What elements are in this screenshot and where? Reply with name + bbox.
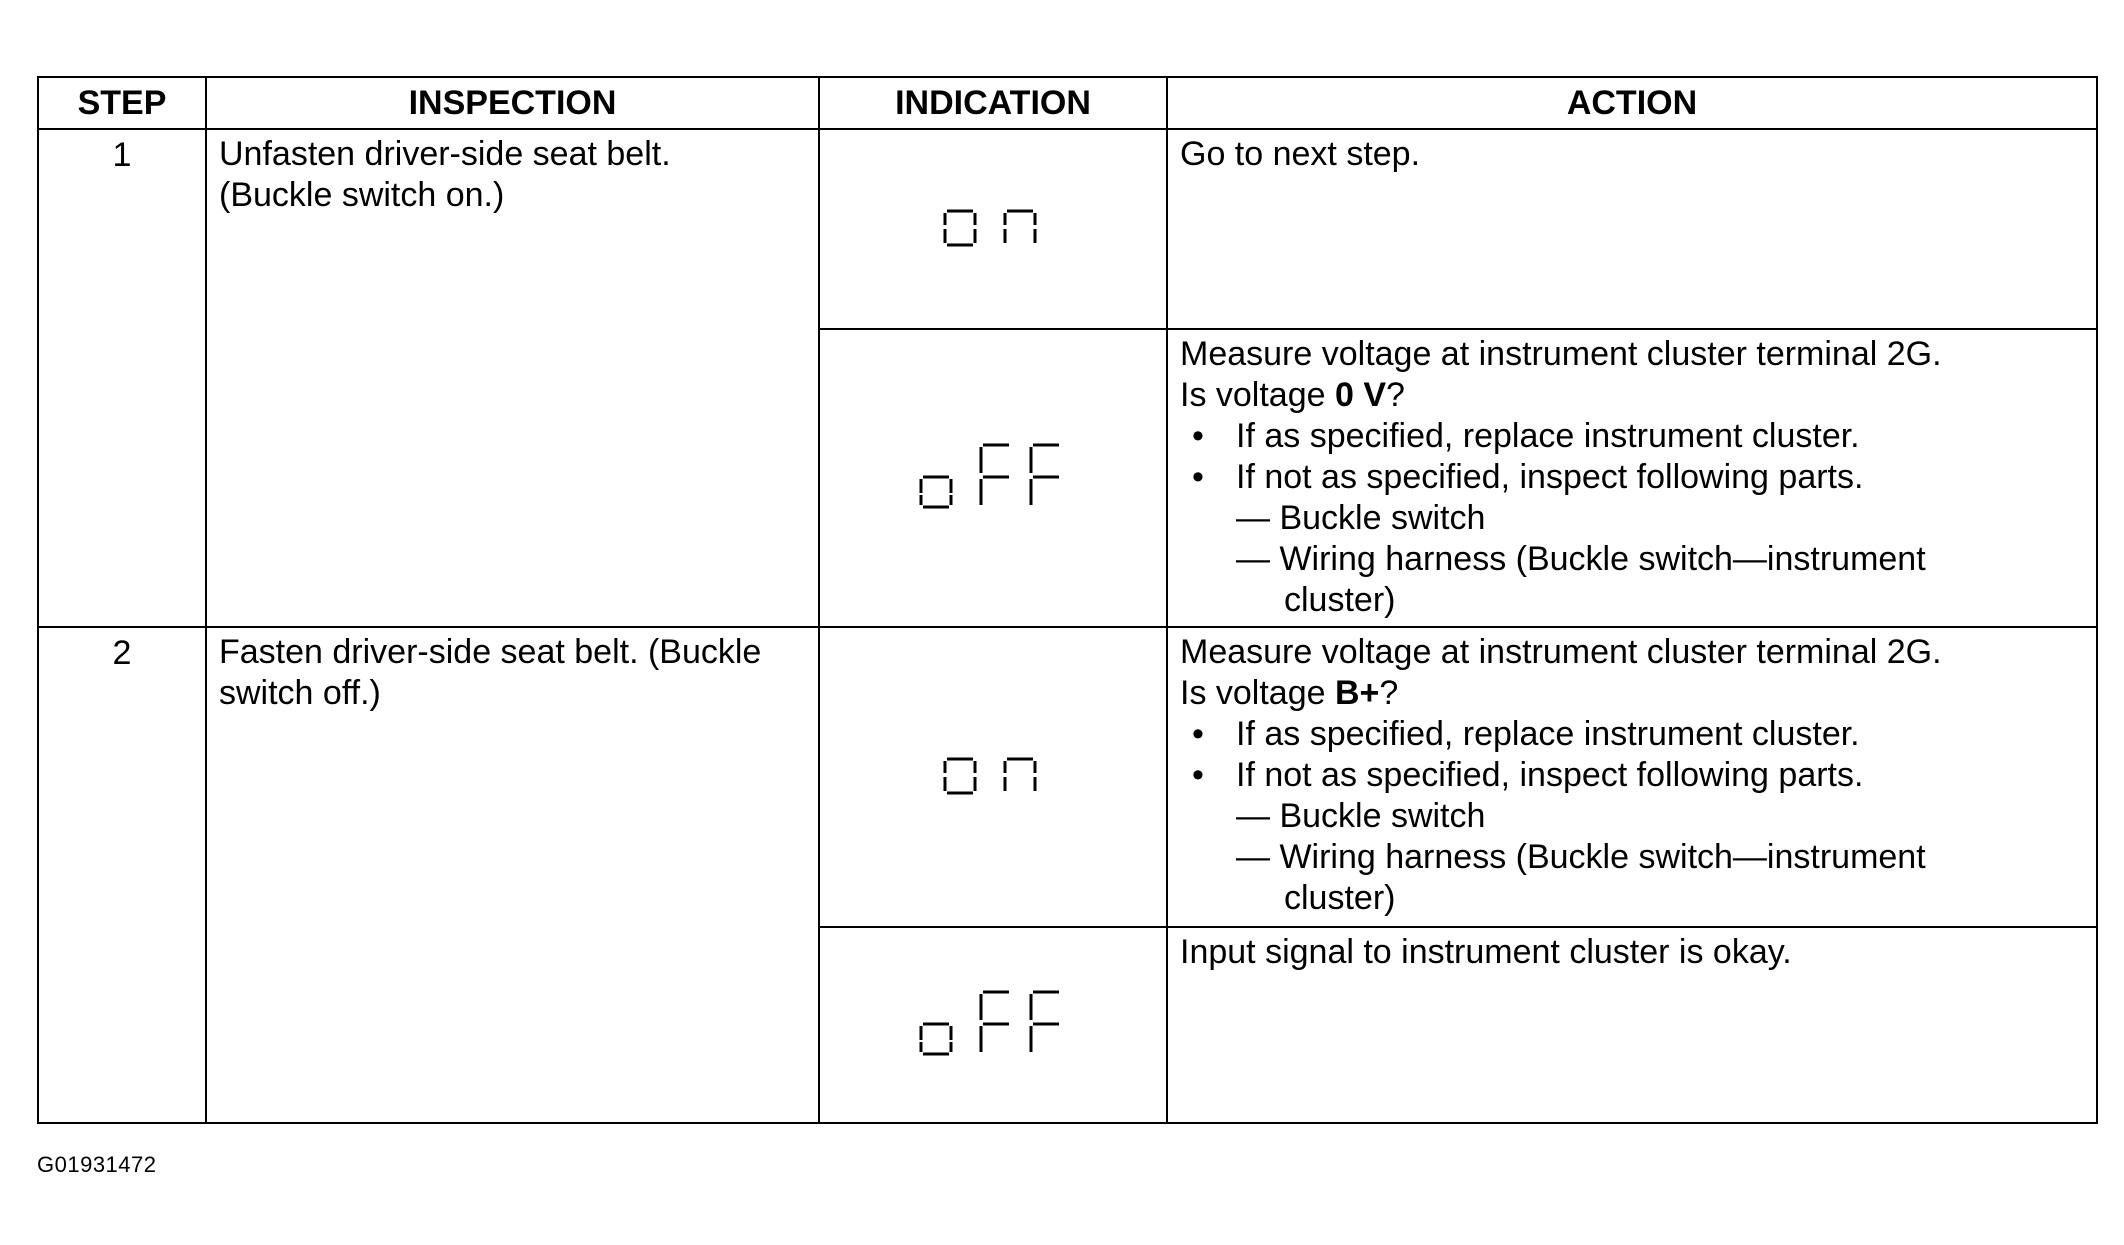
- action-cell: [1167, 627, 2097, 927]
- bullet-text: If not as specified, inspect following parts.: [1236, 756, 1864, 794]
- dash-icon: —: [1236, 499, 1270, 537]
- question-prefix: Is voltage: [1180, 674, 1335, 712]
- bullet-text: If as specified, replace instrument cluster.: [1236, 417, 1860, 455]
- action-cell: [1167, 927, 2097, 1123]
- header-inspection: INSPECTION: [206, 77, 819, 129]
- bullet-icon: •: [1192, 715, 1204, 753]
- segment-display-on: [941, 753, 1045, 802]
- inspection-cell: [206, 129, 819, 627]
- segment-display-on-icon: [941, 205, 1045, 249]
- segment-display-off: [917, 986, 1069, 1065]
- header-row: [38, 77, 2097, 129]
- action-cell: [1167, 329, 2097, 627]
- bullet-item: [1180, 755, 2084, 796]
- question-value: 0 V: [1334, 376, 1387, 414]
- sub-item: [1180, 837, 2084, 878]
- bullet-item: [1180, 416, 2084, 457]
- table-row: [38, 627, 2097, 927]
- sub-item-text: Buckle switch: [1279, 499, 1486, 537]
- segment-display-off-icon: [917, 986, 1069, 1060]
- question-suffix: ?: [1386, 376, 1405, 414]
- segment-display-off: [917, 439, 1069, 518]
- sub-item-text: Wiring harness (Buckle switch—instrument: [1279, 540, 1926, 578]
- figure-id: G01931472: [37, 1152, 157, 1177]
- action-cell: [1167, 129, 2097, 329]
- dash-icon: —: [1236, 797, 1270, 835]
- bullet-icon: •: [1192, 417, 1204, 455]
- header-indication: INDICATION: [819, 77, 1167, 129]
- sub-item-continuation: cluster): [1284, 879, 1396, 917]
- sub-item: [1180, 498, 2084, 539]
- step-number: 1: [38, 129, 206, 627]
- segment-display-on-icon: [941, 753, 1045, 797]
- indication-cell: [819, 927, 1167, 1123]
- indication-cell: [819, 329, 1167, 627]
- inspection-line: Fasten driver-side seat belt. (Buckle: [219, 633, 762, 671]
- bullet-text: If not as specified, inspect following parts.: [1236, 458, 1864, 496]
- inspection-cell: [206, 627, 819, 1123]
- inspection-line: (Buckle switch on.): [219, 176, 505, 214]
- question-prefix: Is voltage: [1180, 376, 1335, 414]
- bullet-icon: •: [1192, 458, 1204, 496]
- action-measure: Measure voltage at instrument cluster terminal 2G.: [1180, 335, 1942, 373]
- indication-cell: [819, 129, 1167, 329]
- dash-icon: —: [1236, 838, 1270, 876]
- sub-item-text: Wiring harness (Buckle switch—instrument: [1279, 838, 1926, 876]
- dash-icon: —: [1236, 540, 1270, 578]
- step-number: 2: [38, 627, 206, 1123]
- segment-display-off-icon: [917, 439, 1069, 513]
- table-row: [38, 129, 2097, 329]
- indication-cell: [819, 627, 1167, 927]
- action-text: Go to next step.: [1180, 135, 1421, 173]
- inspection-line: Unfasten driver-side seat belt.: [219, 135, 671, 173]
- question-value: B+: [1334, 674, 1380, 712]
- sub-item-text: Buckle switch: [1279, 797, 1486, 835]
- bullet-item: [1180, 457, 2084, 498]
- action-question: [1180, 673, 2084, 714]
- sub-item: [1180, 539, 2084, 580]
- header-action: ACTION: [1167, 77, 2097, 129]
- question-suffix: ?: [1379, 674, 1399, 712]
- action-measure: Measure voltage at instrument cluster terminal 2G.: [1180, 633, 1942, 671]
- header-step: STEP: [38, 77, 206, 129]
- diagnostic-table: [37, 76, 2098, 1124]
- bullet-icon: •: [1192, 756, 1204, 794]
- bullet-text: If as specified, replace instrument cluster.: [1236, 715, 1860, 753]
- sub-item-continuation: cluster): [1284, 581, 1396, 619]
- action-text: Input signal to instrument cluster is okay.: [1180, 933, 1792, 971]
- action-question: [1180, 375, 2084, 416]
- sub-item: [1180, 796, 2084, 837]
- segment-display-on: [941, 205, 1045, 254]
- bullet-item: [1180, 714, 2084, 755]
- inspection-line: switch off.): [219, 674, 381, 712]
